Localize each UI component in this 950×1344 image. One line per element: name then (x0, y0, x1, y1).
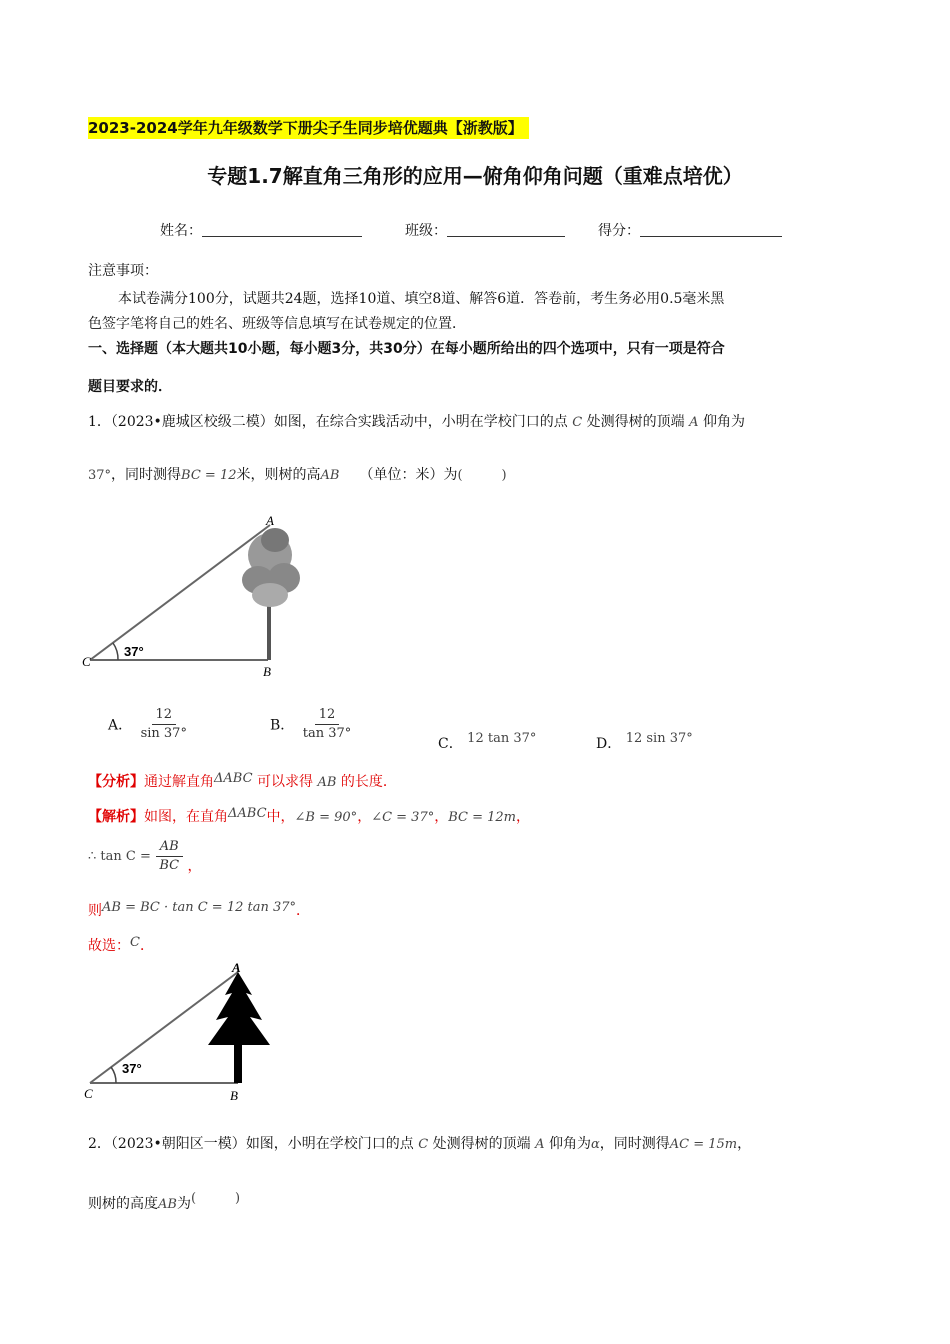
section1-heading-line2: 题目要求的． (88, 379, 172, 395)
name-field (160, 220, 362, 240)
header-banner: 2023-2024学年九年级数学下册尖子生同步培优题典【浙教版】 (88, 117, 529, 139)
solution-figure-label-b: B (230, 1088, 238, 1103)
q1-paren: ( ) (457, 468, 507, 483)
q1-text-f: （单位：米）为 (359, 467, 458, 483)
q1-option-d[interactable] (596, 731, 693, 753)
q1-figure-angle-label: 37° (124, 644, 144, 659)
q1-option-b-num: 12 (315, 706, 340, 725)
class-blank[interactable] (447, 222, 565, 237)
section1-heading-line1: 一、选择题（本大题共10小题，每小题3分，共30分）在每小题所给出的四个选项中，只有一项是符合 (88, 341, 725, 357)
solution-line1 (88, 806, 530, 826)
analysis-triangle: ΔABC (214, 771, 253, 786)
solution-comma4: ， (187, 858, 202, 875)
solution-then: 则 (88, 903, 102, 919)
analysis-text-b: 可以求得 (256, 774, 313, 790)
q2-line2 (88, 1187, 240, 1213)
q2-text-g: 为 (176, 1196, 191, 1212)
score-blank[interactable] (640, 222, 782, 237)
solution-figure-label-c: C (84, 1086, 93, 1101)
analysis-ab: AB (317, 775, 337, 790)
solution-frac-num: AB (156, 838, 183, 857)
q2-source: （2023•朝阳区一模） (110, 1136, 246, 1152)
q1-option-c[interactable] (438, 731, 536, 753)
q2-text-e: ， (737, 1136, 752, 1152)
solution-label: 【解析】 (88, 809, 144, 825)
solution-answer-end: ． (139, 938, 154, 954)
solution-figure (80, 960, 290, 1105)
solution-text-a: 如图，在直角 (144, 809, 228, 825)
q2-text-c: 仰角为 (548, 1136, 591, 1152)
page-title: 专题1.7解直角三角形的应用—俯角仰角问题（重难点培优） (207, 164, 743, 188)
q1-figure-label-c: C (82, 654, 91, 669)
q2-ac-eq: AC = 15m (669, 1137, 738, 1152)
solution-comma2: ， (434, 809, 449, 825)
solution-figure-hypotenuse (90, 972, 238, 1083)
solution-line3 (88, 900, 310, 920)
score-field (598, 220, 782, 240)
q1-text-e: 米，则树的高 (236, 467, 321, 483)
q1-var-ab: AB (320, 468, 340, 483)
solution-period: ． (296, 903, 311, 919)
q1-figure-hypotenuse (90, 525, 270, 660)
solution-answer: C (130, 935, 140, 950)
q1-option-c-label: C． (438, 736, 463, 752)
q1-option-b-den: tan 37° (302, 726, 352, 741)
q2-paren: ( ) (190, 1191, 241, 1206)
notice-heading: 注意事项： (88, 263, 158, 279)
q1-option-c-expr: 12 tan 37° (467, 731, 537, 746)
q1-option-a[interactable] (108, 706, 191, 743)
q1-angle: 37° (88, 468, 112, 483)
q1-text-c: 仰角为 (702, 414, 745, 430)
solution-bc: BC = 12m (448, 810, 517, 825)
q1-bc-eq: BC = 12 (181, 468, 237, 483)
solution-line2 (88, 838, 202, 876)
name-label: 姓名： (160, 223, 202, 239)
q1-option-a-num: 12 (152, 706, 177, 725)
q1-text-b: 处测得树的顶端 (586, 414, 685, 430)
q1-var-a: A (689, 415, 699, 430)
q2-line1 (88, 1133, 751, 1153)
analysis-label: 【分析】 (88, 774, 144, 790)
q1-text-d: ，同时测得 (111, 467, 182, 483)
class-field (405, 220, 565, 240)
analysis-text-a: 通过解直角 (144, 774, 214, 790)
q1-option-a-den: sin 37° (140, 726, 187, 741)
q2-number: 2． (88, 1136, 111, 1152)
q2-var-a: A (535, 1137, 545, 1152)
analysis-line (88, 771, 397, 791)
q1-figure-label-b: B (263, 664, 271, 679)
solution-angle-b: ∠B = 90° (294, 810, 358, 825)
q1-text-a: 如图，在综合实践活动中，小明在学校门口的点 (273, 414, 568, 430)
q1-figure-angle-arc (113, 643, 118, 660)
solution-figure-label-a: A (232, 960, 241, 975)
q1-option-a-fraction (137, 706, 191, 743)
solution-therefore: ∴ tan C = (88, 849, 151, 864)
solution-triangle: ΔABC (228, 806, 267, 821)
q1-source: （2023•鹿城区校级二模） (110, 414, 274, 430)
notice-line-1: 本试卷满分100分，试题共24题，选择10道、填空8道、解答6道．答卷前，考生务必用0.5毫米黑 (118, 291, 725, 307)
q1-option-b-label: B． (270, 717, 295, 734)
solution-comma1: ， (357, 809, 372, 825)
q2-text-d: ，同时测得 (599, 1136, 670, 1152)
q2-text-f: 则树的高度 (88, 1196, 158, 1212)
q2-var-c: C (418, 1137, 429, 1152)
class-label: 班级： (405, 223, 447, 239)
q1-option-d-expr: 12 sin 37° (625, 731, 693, 746)
q1-option-a-label: A． (108, 717, 133, 734)
q2-alpha: α (590, 1137, 600, 1152)
q2-var-ab: AB (158, 1197, 177, 1212)
q1-figure (80, 510, 320, 680)
q1-tree-icon (242, 528, 300, 660)
score-label: 得分： (598, 223, 640, 239)
q1-number: 1． (88, 414, 111, 430)
q2-text-a: 如图，小明在学校门口的点 (245, 1136, 414, 1152)
q1-option-d-label: D． (596, 736, 622, 752)
solution-frac-den: BC (159, 858, 180, 873)
q2-text-b: 处测得树的顶端 (432, 1136, 531, 1152)
q1-var-c: C (572, 415, 583, 430)
solution-answer-line (88, 935, 154, 955)
solution-angle-c: ∠C = 37° (371, 810, 435, 825)
solution-text-b: 中， (266, 809, 295, 825)
solution-figure-angle-label: 37° (122, 1061, 142, 1076)
analysis-text-c: 的长度． (340, 774, 397, 790)
q1-figure-label-a: A (266, 513, 274, 528)
q1-line1 (88, 411, 745, 431)
name-blank[interactable] (202, 222, 362, 237)
solution-answer-label: 故选： (88, 938, 130, 954)
solution-fraction (155, 838, 183, 875)
solution-comma3: ， (516, 809, 531, 825)
q1-line2 (88, 464, 507, 484)
solution-result: AB = BC · tan C = 12 tan 37° (102, 900, 297, 915)
notice-line-2: 色签字笔将自己的姓名、班级等信息填写在试卷规定的位置． (88, 316, 466, 332)
q1-option-b-fraction (299, 706, 356, 743)
q1-option-b[interactable] (270, 706, 355, 743)
solution-figure-angle-arc (111, 1067, 116, 1083)
